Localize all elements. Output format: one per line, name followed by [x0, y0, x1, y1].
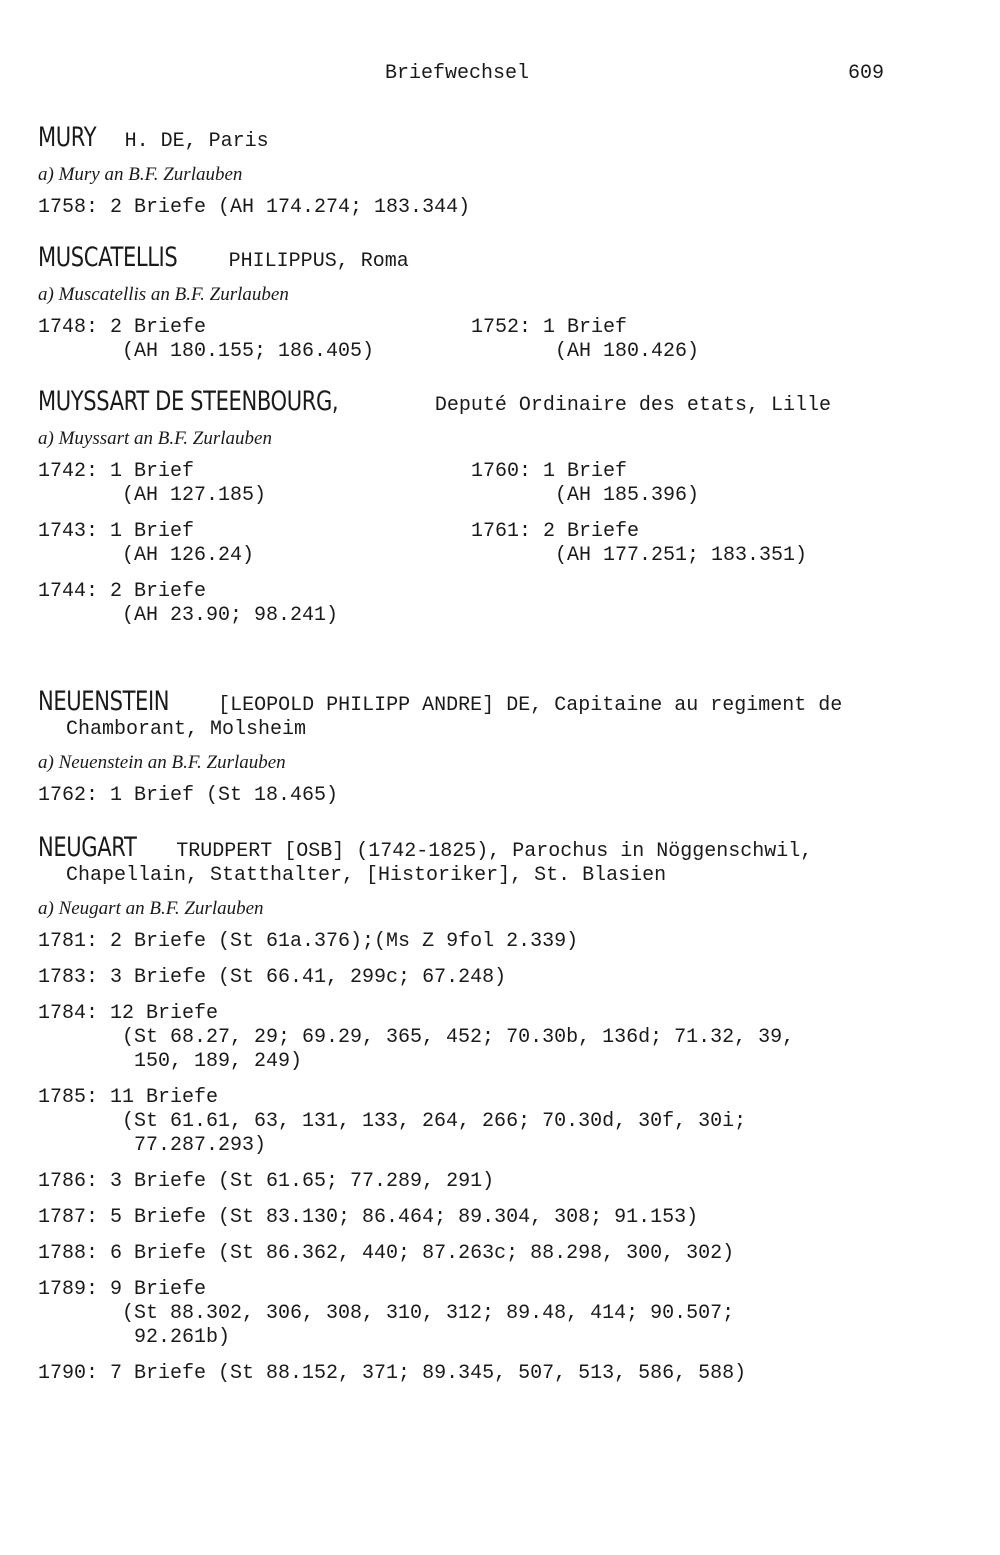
letter-record: 1784: 12 Briefe (St 68.27, 29; 69.29, 365, 452; 70.30b, 136d; 71.32, 39, 150, 189, 249) [38, 1002, 795, 1073]
running-head-title: Briefwechsel [385, 62, 530, 85]
entry-muscatellis [38, 242, 938, 376]
letter-record: 1758: 2 Briefe (AH 174.274; 183.344) [38, 196, 471, 219]
letter-record: 1787: 5 Briefe (St 83.130; 86.464; 89.304, 308; 91.153) [38, 1206, 699, 1229]
entry-description: H. DE, Paris [112, 130, 269, 153]
letter-record: 1760: 1 Brief (AH 185.396) [471, 460, 700, 507]
letter-record: 1781: 2 Briefe (St 61a.376);(Ms Z 9fol 2.339) [38, 930, 579, 953]
correspondence-direction: a) Neuenstein an B.F. Zurlauben [38, 752, 286, 773]
letter-row [38, 316, 938, 364]
letter-record: 1752: 1 Brief (AH 180.426) [471, 316, 700, 363]
entry-description-continued: Chapellain, Statthalter, [Historiker], St. Blasien [66, 864, 667, 887]
letter-row [38, 580, 938, 628]
entry-description: TRUDPERT [OSB] (1742-1825), Parochus in Nöggenschwil, [164, 840, 813, 863]
letter-record: 1785: 11 Briefe (St 61.61, 63, 131, 133, 264, 266; 70.30d, 30f, 30i; 77.287.293) [38, 1086, 747, 1157]
entry-neugart [38, 832, 938, 1398]
entry-description-continued: Chamborant, Molsheim [66, 718, 307, 741]
entry-name: MUSCATELLIS [38, 242, 178, 273]
entry-name: NEUGART [38, 832, 137, 863]
letter-record: 1783: 3 Briefe (St 66.41, 299c; 67.248) [38, 966, 507, 989]
page-number: 609 [848, 62, 885, 85]
entry-description: [LEOPOLD PHILIPP ANDRE] DE, Capitaine au regiment de [206, 694, 843, 717]
letter-record: 1761: 2 Briefe (AH 177.251; 183.351) [471, 520, 808, 567]
letter-record: 1762: 1 Brief (St 18.465) [38, 784, 339, 807]
correspondence-direction: a) Muscatellis an B.F. Zurlauben [38, 284, 289, 305]
letter-record: 1789: 9 Briefe (St 88.302, 306, 308, 310, 312; 89.48, 414; 90.507; 92.261b) [38, 1278, 735, 1349]
correspondence-direction: a) Muyssart an B.F. Zurlauben [38, 428, 272, 449]
letter-record: 1744: 2 Briefe (AH 23.90; 98.241) [38, 580, 339, 627]
entry-description: PHILIPPUS, Roma [216, 250, 409, 273]
entry-name: MURY [38, 122, 97, 153]
entry-mury [38, 122, 938, 220]
letter-record: 1742: 1 Brief (AH 127.185) [38, 460, 267, 507]
letter-record: 1786: 3 Briefe (St 61.65; 77.289, 291) [38, 1170, 495, 1193]
letter-row [38, 460, 938, 508]
correspondence-direction: a) Neugart an B.F. Zurlauben [38, 898, 264, 919]
entry-muyssart [38, 386, 938, 640]
letter-record: 1790: 7 Briefe (St 88.152, 371; 89.345, 507, 513, 586, 588) [38, 1362, 747, 1385]
entry-name: NEUENSTEIN [38, 686, 170, 717]
letter-record: 1788: 6 Briefe (St 86.362, 440; 87.263c; 88.298, 300, 302) [38, 1242, 735, 1265]
correspondence-direction: a) Mury an B.F. Zurlauben [38, 164, 243, 185]
letter-row [38, 520, 938, 568]
entry-description: Deputé Ordinaire des etats, Lille [422, 394, 831, 417]
letter-record: 1743: 1 Brief (AH 126.24) [38, 520, 255, 567]
entry-name: MUYSSART DE STEENBOURG, [38, 386, 339, 417]
entry-neuenstein [38, 686, 938, 808]
letter-record: 1748: 2 Briefe (AH 180.155; 186.405) [38, 316, 375, 363]
